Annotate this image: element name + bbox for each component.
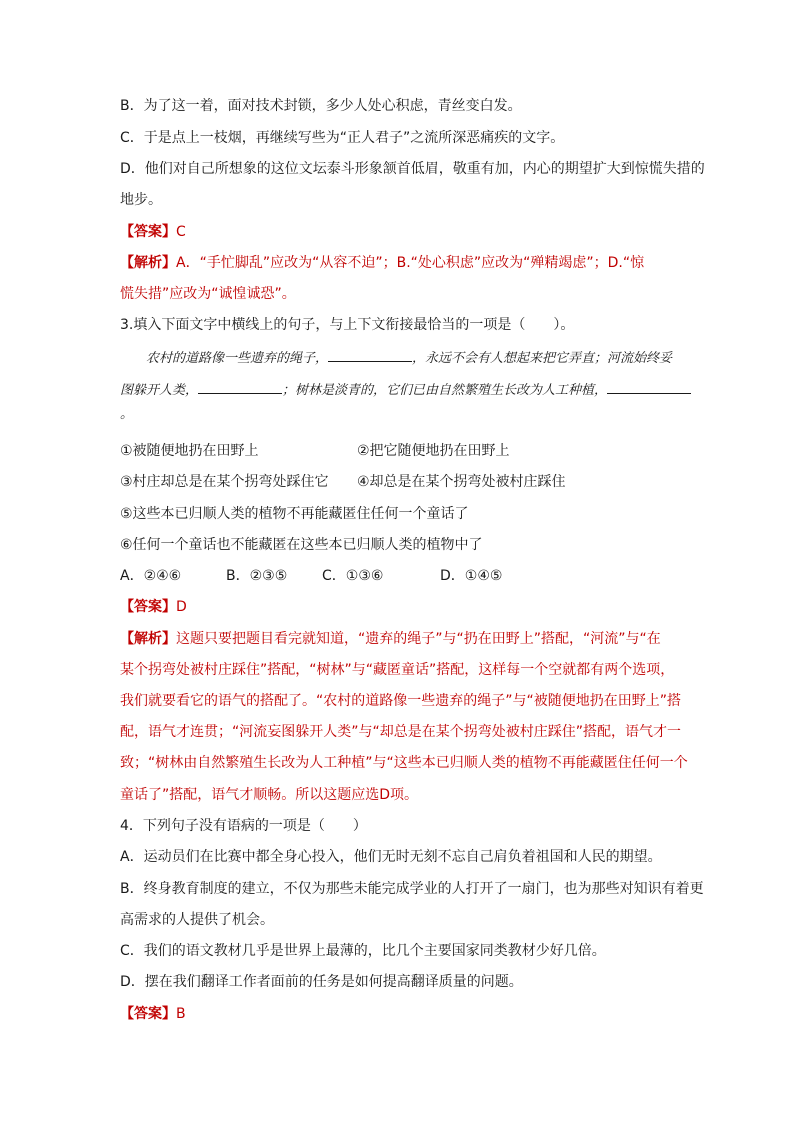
q3-passage-line2 (120, 379, 691, 401)
answer-value: C (176, 224, 186, 240)
fill-blank-2 (198, 379, 282, 394)
answer-value: D (176, 599, 187, 615)
q3-choice-b: B．②③⑤ (226, 568, 288, 584)
q4-option-d: D．摆在我们翻译工作者面前的任务是如何提高翻译质量的问题。 (120, 974, 523, 990)
q2-option-d-line1: D．他们对自己所想象的这位文坛泰斗形象颔首低眉，敬重有加，内心的期望扩大到惊慌失措的 (120, 161, 705, 177)
passage-text: ；树林是淡青的，它们已由自然繁殖生长改为人工种植， (282, 383, 608, 398)
passage-text: ，永远不会有人想起来把它弄直；河流始终妥 (412, 351, 673, 366)
q2-answer (120, 222, 186, 242)
analysis-text: 这题只要把题目看完就知道，“遗弃的绳子”与“扔在田野上”搭配，“河流”与“在 (176, 631, 661, 647)
q3-answer (120, 597, 187, 617)
q2-option-d-line2: 地步。 (120, 192, 162, 208)
q3-analysis-line4: 配，语气才连贯；“河流妄图躲开人类”与“却总是在某个拐弯处被村庄踩住”搭配，语气才一 (120, 724, 682, 740)
q3-analysis-line3: 我们就要看它的语气的搭配了。“农村的道路像一些遗弃的绳子”与“被随便地扔在田野上”搭 (120, 693, 682, 709)
q3-analysis-line6: 童话了”搭配，语气才顺畅。所以这题应选D项。 (120, 787, 419, 803)
q3-analysis-line5: 致；“树林由自然繁殖生长改为人工种植”与“这些本已归顺人类的植物不再能藏匿住任何一个 (120, 755, 688, 771)
answer-tag: 【答案】 (120, 599, 176, 615)
q3-item-3: ③村庄却总是在某个拐弯处踩住它 (120, 474, 329, 490)
q3-choice-c: C．①③⑥ (322, 568, 384, 584)
q2-option-b: B．为了这一着，面对技术封锁，多少人处心积虑，青丝变白发。 (120, 98, 522, 114)
q4-answer (120, 1004, 186, 1024)
q2-analysis-line2: 慌失措”应改为“诚惶诚恐”。 (120, 286, 296, 302)
passage-text: 农村的道路像一些遗弃的绳子， (146, 351, 329, 366)
q3-analysis-line2: 某个拐弯处被村庄踩住”搭配，“树林”与“藏匿童话”搭配，这样每一个空就都有两个选项， (120, 662, 675, 678)
q4-option-a: A．运动员们在比赛中都全身心投入，他们无时无刻不忘自己肩负着祖国和人民的期望。 (120, 849, 662, 865)
q3-stem: 3.填入下面文字中横线上的句子，与上下文衔接最恰当的一项是（ ）。 (120, 317, 575, 333)
q2-analysis-line1 (120, 253, 644, 273)
q4-option-b-line2: 高需求的人提供了机会。 (120, 912, 274, 928)
q2-option-c: C．于是点上一枝烟，再继续写些为“正人君子”之流所深恶痛疾的文字。 (120, 130, 565, 146)
q3-choice-a: A．②④⑥ (120, 568, 182, 584)
q3-item-4: ④却总是在某个拐弯处被村庄踩住 (357, 474, 566, 490)
q3-item-5: ⑤这些本已归顺人类的植物不再能藏匿住任何一个童话了 (120, 506, 469, 522)
passage-text: 图躲开人类， (120, 383, 199, 398)
q3-passage-end: 。 (120, 407, 134, 422)
q4-stem: 4．下列句子没有语病的一项是（ ） (120, 818, 367, 834)
analysis-tag: 【解析】 (120, 255, 176, 271)
q4-option-b-line1: B．终身教育制度的建立，不仅为那些未能完成学业的人打开了一扇门，也为那些对知识有着更 (120, 881, 704, 897)
q3-item-1: ①被随便地扔在田野上 (120, 443, 259, 459)
answer-value: B (176, 1006, 186, 1022)
analysis-tag: 【解析】 (120, 631, 176, 647)
answer-tag: 【答案】 (120, 1006, 176, 1022)
analysis-text: A．“手忙脚乱”应改为“从容不迫”；B.“处心积虑”应改为“殚精竭虑”；D.“惊 (176, 255, 645, 271)
fill-blank-3 (607, 379, 691, 394)
q3-choice-d: D．①④⑤ (440, 568, 503, 584)
q3-item-6: ⑥任何一个童话也不能藏匿在这些本已归顺人类的植物中了 (120, 537, 483, 553)
q4-option-c: C．我们的语文教材几乎是世界上最薄的，比几个主要国家同类教材少好几倍。 (120, 943, 606, 959)
q3-item-2: ②把它随便地扔在田野上 (357, 443, 510, 459)
answer-tag: 【答案】 (120, 224, 176, 240)
q3-analysis-line1 (120, 629, 661, 649)
q3-passage-line1 (146, 347, 672, 369)
fill-blank-1 (328, 347, 412, 362)
